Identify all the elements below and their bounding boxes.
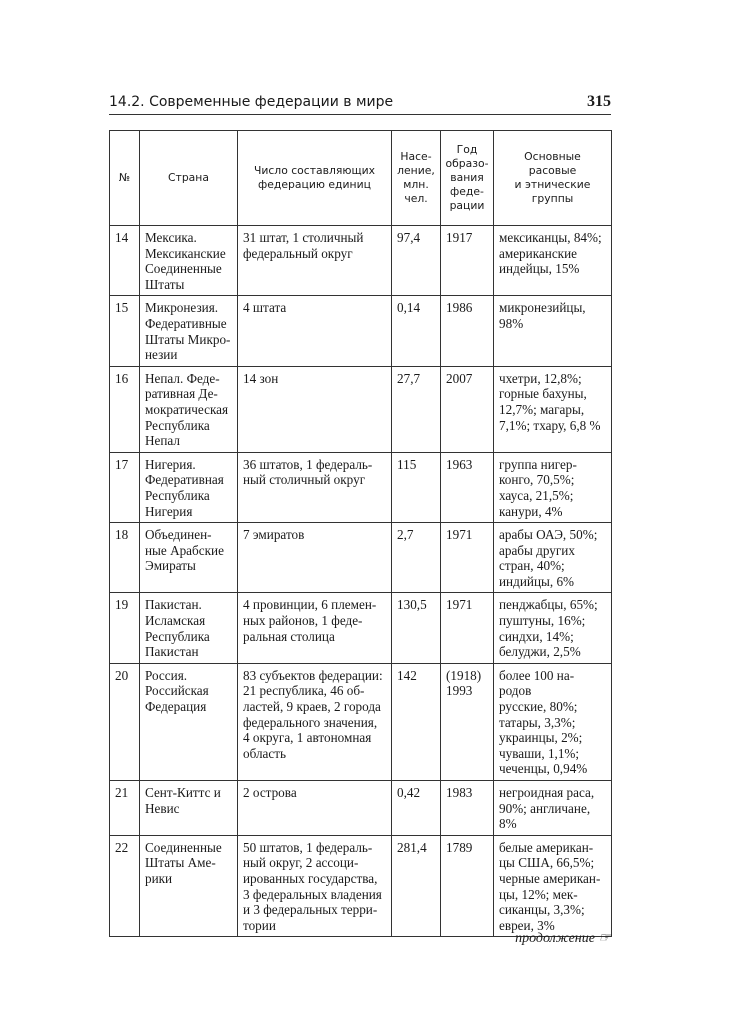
cell-no: 19	[110, 593, 140, 663]
cell-no: 18	[110, 523, 140, 593]
cell-units: 4 штата	[238, 296, 392, 366]
cell-population: 130,5	[392, 593, 441, 663]
cell-year: 1971	[441, 593, 494, 663]
cell-no: 14	[110, 226, 140, 296]
col-header-country: Страна	[140, 131, 238, 226]
cell-no: 16	[110, 366, 140, 452]
col-header-population: Насе- ление, млн. чел.	[392, 131, 441, 226]
cell-units: 31 штат, 1 столичный федеральный округ	[238, 226, 392, 296]
table-row	[110, 593, 612, 663]
cell-groups: арабы ОАЭ, 50%; арабы других стран, 40%; индийцы, 6%	[494, 523, 612, 593]
cell-no: 15	[110, 296, 140, 366]
cell-year: 1789	[441, 835, 494, 937]
cell-country: Нигерия. Федеративная Республика Нигерия	[140, 452, 238, 522]
col-header-units: Число составляющих федерацию единиц	[238, 131, 392, 226]
cell-country: Пакистан. Исламская Республика Пакистан	[140, 593, 238, 663]
cell-country: Россия. Российская Федерация	[140, 663, 238, 780]
cell-year: 1971	[441, 523, 494, 593]
cell-units: 36 штатов, 1 федераль- ный столичный округ	[238, 452, 392, 522]
table-row	[110, 523, 612, 593]
cell-year: 1917	[441, 226, 494, 296]
cell-country: Сент-Киттс и Невис	[140, 781, 238, 836]
cell-population: 2,7	[392, 523, 441, 593]
cell-population: 0,14	[392, 296, 441, 366]
cell-country: Непал. Феде- ративная Де- мократическая Республика Непал	[140, 366, 238, 452]
cell-population: 0,42	[392, 781, 441, 836]
cell-country: Объединен- ные Арабские Эмираты	[140, 523, 238, 593]
cell-units: 4 провинции, 6 племен- ных районов, 1 феде- ральная столица	[238, 593, 392, 663]
cell-country: Мексика. Мексиканские Соединенные Штаты	[140, 226, 238, 296]
cell-units: 2 острова	[238, 781, 392, 836]
cell-groups: микронезийцы, 98%	[494, 296, 612, 366]
running-header	[109, 92, 611, 115]
table-row	[110, 296, 612, 366]
table-row	[110, 226, 612, 296]
cell-country: Соединенные Штаты Аме- рики	[140, 835, 238, 937]
cell-population: 281,4	[392, 835, 441, 937]
cell-groups: белые американ- цы США, 66,5%; черные американ- цы, 12%; мек- сиканцы, 3,3%; евреи, 3%	[494, 835, 612, 937]
table-row	[110, 835, 612, 937]
table-row	[110, 663, 612, 780]
cell-year: 1963	[441, 452, 494, 522]
cell-population: 97,4	[392, 226, 441, 296]
cell-groups: более 100 на- родов русские, 80%; татары, 3,3%; украинцы, 2%; чуваши, 1,1%; чеченцы, 0,94%	[494, 663, 612, 780]
cell-units: 50 штатов, 1 федераль- ный округ, 2 ассоци- ированных государства, 3 федеральных владения и 3 федеральных терри- тории	[238, 835, 392, 937]
table-header-row	[110, 131, 612, 226]
table-row	[110, 366, 612, 452]
cell-no: 21	[110, 781, 140, 836]
cell-year: 1983	[441, 781, 494, 836]
cell-units: 14 зон	[238, 366, 392, 452]
cell-no: 22	[110, 835, 140, 937]
cell-year: 2007	[441, 366, 494, 452]
continuation-note: продолжение ☞	[515, 931, 611, 946]
cell-units: 83 субъектов федерации: 21 республика, 46 об- ластей, 9 краев, 2 города федерального значения, 4 округа, 1 автономная область	[238, 663, 392, 780]
cell-no: 20	[110, 663, 140, 780]
cell-units: 7 эмиратов	[238, 523, 392, 593]
cell-no: 17	[110, 452, 140, 522]
page-number: 315	[587, 93, 611, 110]
cell-population: 142	[392, 663, 441, 780]
table-row	[110, 452, 612, 522]
section-title: 14.2. Современные федерации в мире	[109, 94, 394, 110]
cell-groups: пенджабцы, 65%; пуштуны, 16%; синдхи, 14%; белуджи, 2,5%	[494, 593, 612, 663]
cell-population: 27,7	[392, 366, 441, 452]
cell-groups: группа нигер- конго, 70,5%; хауса, 21,5%; канури, 4%	[494, 452, 612, 522]
col-header-groups: Основные расовые и этнические группы	[494, 131, 612, 226]
cell-groups: негроидная раса, 90%; англичане, 8%	[494, 781, 612, 836]
col-header-year: Год образо- вания феде- рации	[441, 131, 494, 226]
table-row	[110, 781, 612, 836]
cell-population: 115	[392, 452, 441, 522]
cell-year: 1986	[441, 296, 494, 366]
cell-country: Микронезия. Федеративные Штаты Микро- незии	[140, 296, 238, 366]
federations-table	[109, 130, 612, 937]
cell-groups: мексиканцы, 84%; американские индейцы, 15%	[494, 226, 612, 296]
col-header-number: №	[110, 131, 140, 226]
cell-year: (1918) 1993	[441, 663, 494, 780]
cell-groups: чхетри, 12,8%; горные бахуны, 12,7%; магары, 7,1%; тхару, 6,8 %	[494, 366, 612, 452]
